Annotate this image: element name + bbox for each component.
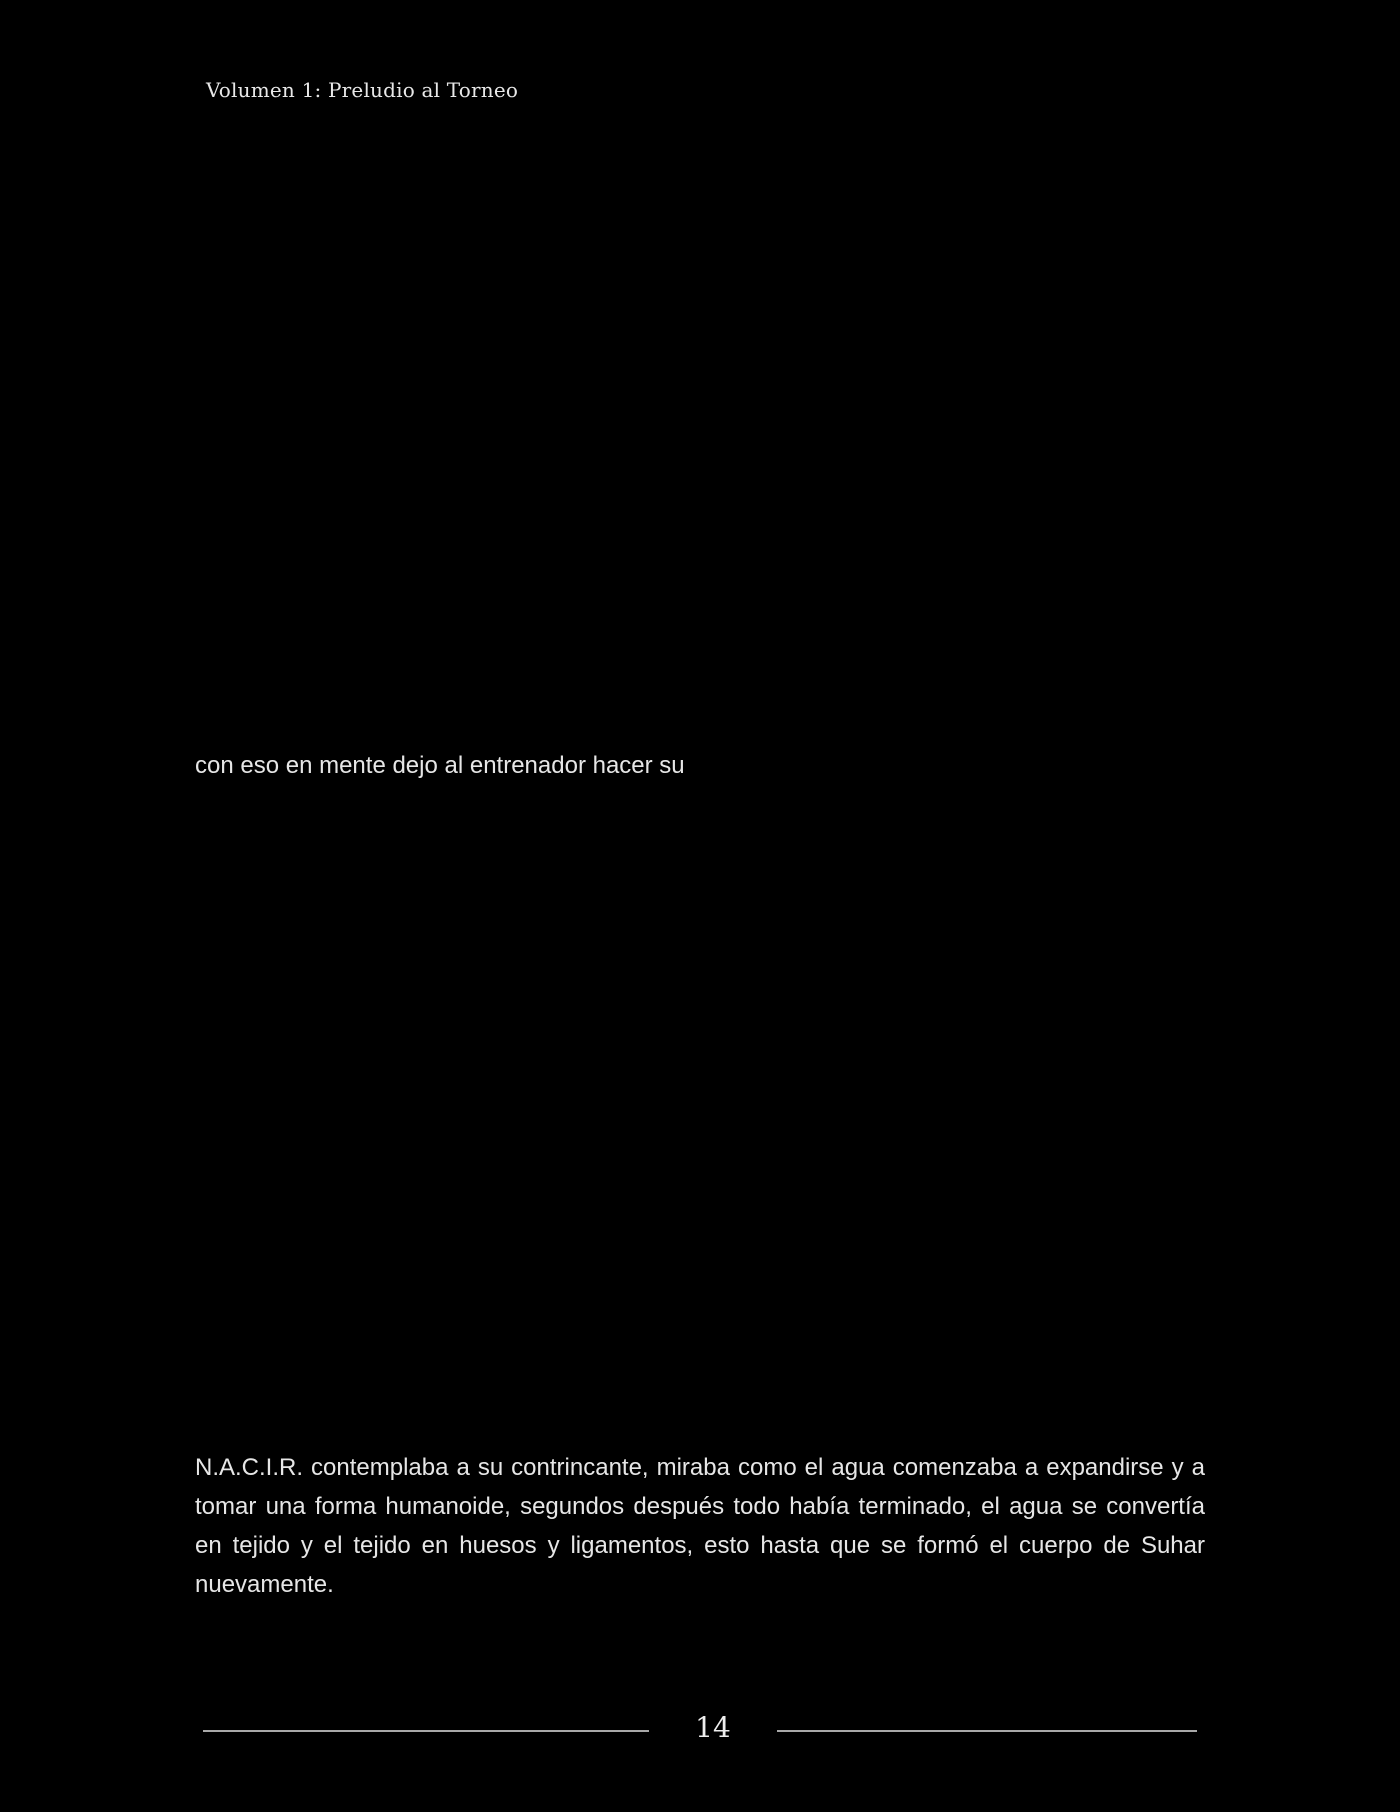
running-header-title: Volumen 1: Preludio al Torneo (206, 78, 519, 102)
body-paragraph-1: con eso en mente dejo al entrenador hacer su (195, 752, 685, 779)
footer-rule-right (777, 1730, 1197, 1732)
body-paragraph-2: N.A.C.I.R. contemplaba a su contrincante, miraba como el agua comenzaba a expandirse y a tomar una forma humanoide, segundos después todo había terminado, el agua se convertía en tejido y el tejido en huesos y ligamentos, esto hasta que se formó el cuerpo de Suhar nuevamente. (195, 1454, 1205, 1598)
footer-rule-left (203, 1730, 649, 1732)
page-number: 14 (695, 1711, 731, 1744)
